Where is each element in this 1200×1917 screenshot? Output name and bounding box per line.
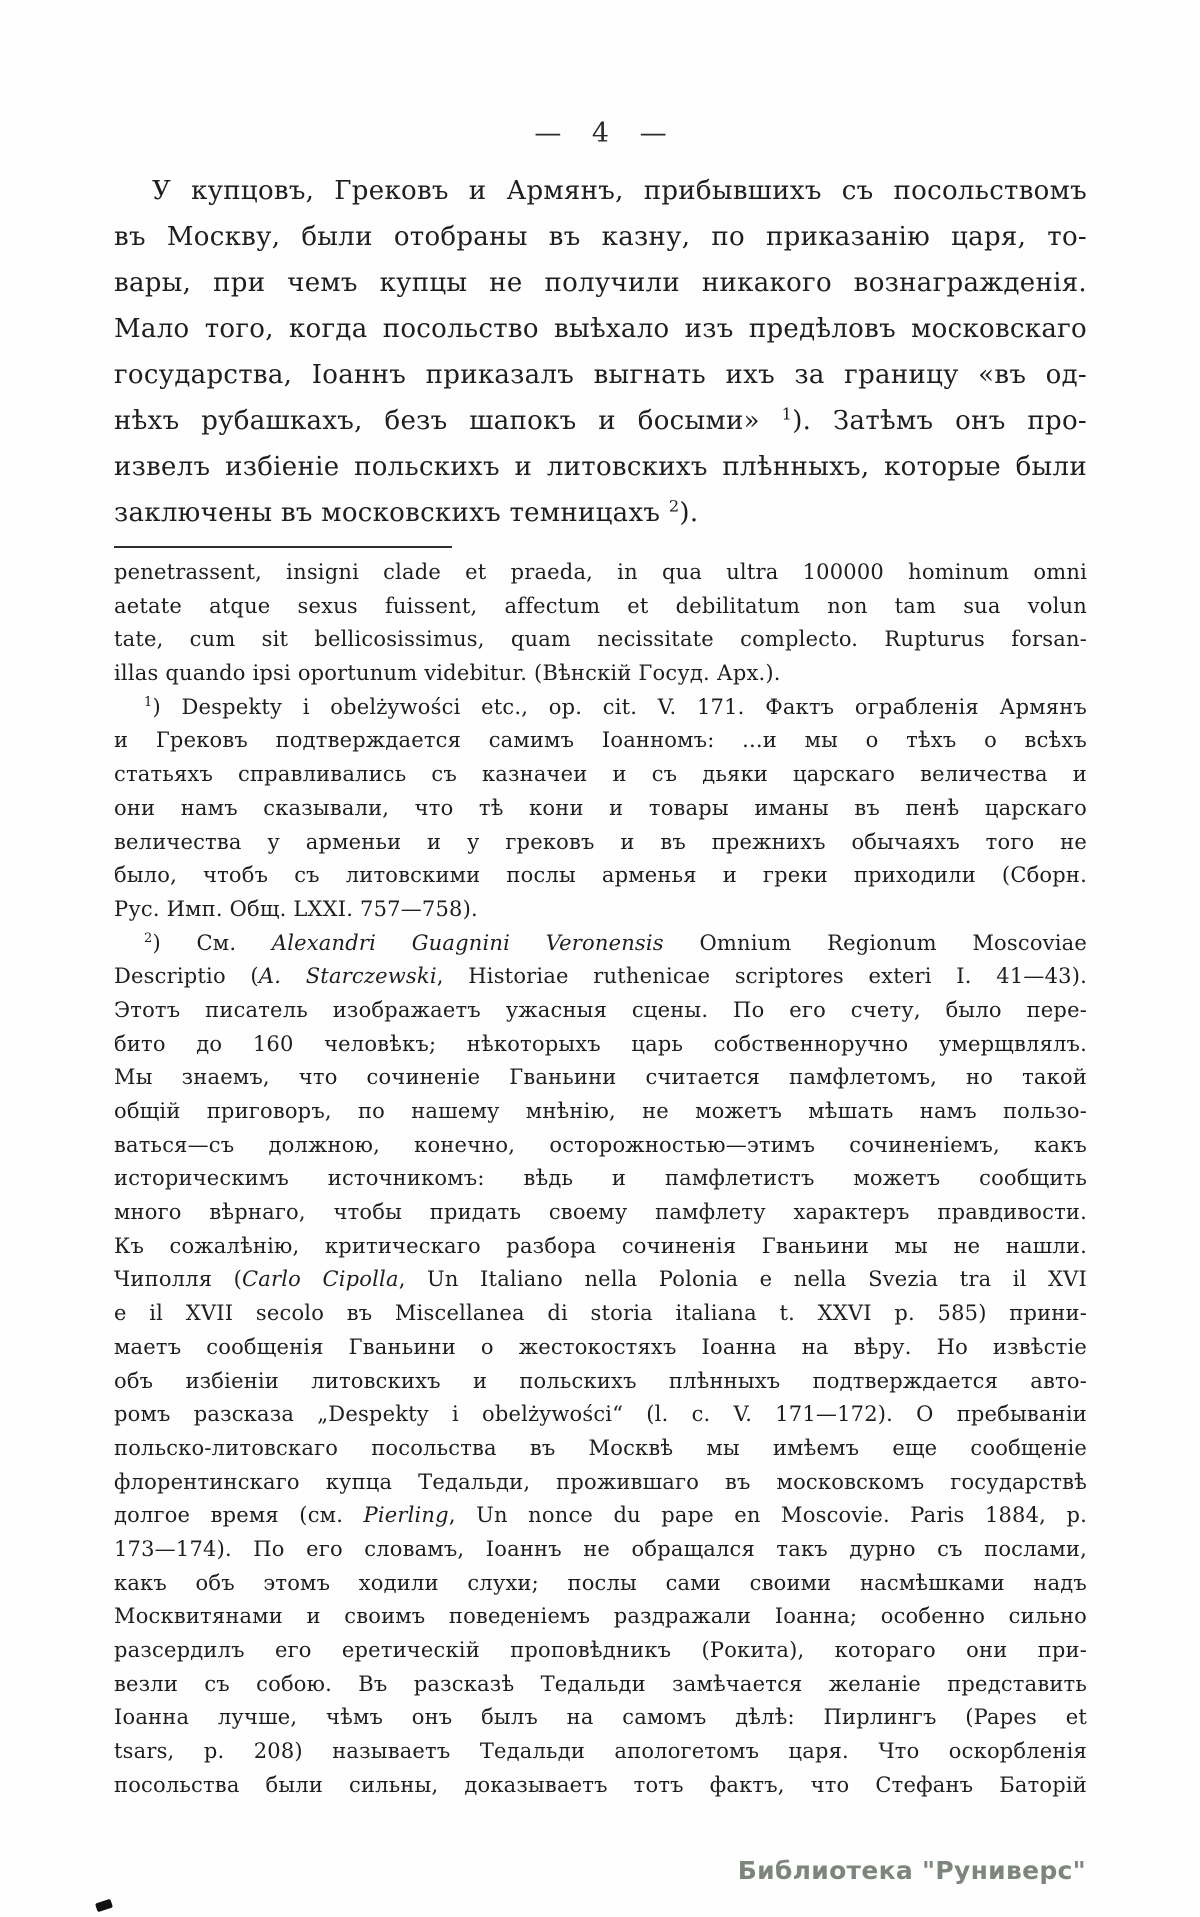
footnote-continuation — [114, 556, 1087, 691]
main-paragraph — [114, 168, 1087, 536]
text-line: много вѣрнаго, чтобы придать своему памфлету характеръ правдивости. — [114, 1200, 1087, 1225]
text-line: общій приговоръ, по нашему мнѣнію, не можетъ мѣшать намъ пользо- — [114, 1099, 1087, 1123]
text-line: извелъ избіеніе польскихъ и литовскихъ плѣнныхъ, которые были — [114, 452, 1087, 482]
text-line: Этотъ писатель изображаетъ ужасныя сцены. По его счету, было пере- — [114, 997, 1087, 1022]
text-line: tate, cum sit bellicosissimus, quam necissitate complecto. Rupturus forsan- — [114, 627, 1087, 652]
text-line: ромъ разсказа „Despekty i obelżywości“ (l. c. V. 171—172). О пребываніи — [114, 1402, 1087, 1427]
text-line: Мы знаемъ, что сочиненіе Гваньини считается памфлетомъ, но такой — [114, 1065, 1087, 1090]
text-line: разсердилъ его еретическій проповѣдникъ (Рокита), котораго они при- — [114, 1638, 1087, 1662]
page-number: — 4 — — [534, 118, 667, 149]
text-line: Къ сожалѣнію, критическаго разбора сочиненія Гваньини мы не нашли. — [114, 1233, 1087, 1258]
text-line: было, чтобъ съ литовскими послы арменья и греки приходили (Сборн. — [114, 863, 1087, 888]
text-line: 173—174). По его словамъ, Іоаннъ не обращался такъ дурно съ послами, — [114, 1536, 1087, 1561]
text-line: Чиполля (Carlo Cipolla, Un Italiano nella Polonia e nella Svezia tra il XVI — [114, 1267, 1087, 1292]
text-line: какъ объ этомъ ходили слухи; послы сами своими насмѣшками надъ — [114, 1570, 1087, 1595]
text-line: государства, Іоаннъ приказалъ выгнать ихъ за границу «въ од- — [114, 360, 1087, 390]
text-line: величества у арменьи и у грековъ и въ прежнихъ обычаяхъ того не — [114, 829, 1087, 854]
text-line: они намъ сказывали, что тѣ кони и товары иманы въ пенѣ царскаго — [114, 795, 1087, 820]
text-line: Москвитянами и своимъ поведеніемъ раздражали Іоанна; особенно сильно — [114, 1604, 1087, 1629]
scan-artifact-mark — [95, 1899, 113, 1913]
text-line: e il XVII secolo въ Miscellanea di storia italiana t. XXVI p. 585) прини- — [114, 1301, 1087, 1326]
text-line: въ Москву, были отобраны въ казну, по приказанію царя, то- — [114, 222, 1087, 252]
text-line: У купцовъ, Грековъ и Армянъ, прибывшихъ съ посольствомъ — [152, 176, 1087, 206]
text-line: нѣхъ рубашкахъ, безъ шапокъ и босыми» $^1$). Затѣмъ онъ про- — [114, 404, 1087, 436]
text-line: tsars, p. 208) называетъ Тедальди апологетомъ царя. Что оскорбленія — [114, 1739, 1087, 1764]
footnote-2 — [114, 927, 1087, 1803]
text-line: везли съ собою. Въ разсказѣ Тедальди замѣчается желаніе представить — [114, 1671, 1087, 1696]
text-line: $^1$) Despekty i obelżywości etc., op. cit. V. 171. Фактъ ограбленія Армянъ — [144, 694, 1087, 719]
library-watermark: Библиотека "Руниверс" — [737, 1856, 1086, 1885]
text-line: статьяхъ справливались съ казначеи и съ дьяки царскаго величества и — [114, 762, 1087, 787]
text-line: Рус. Имп. Общ. LXXI. 757—758). — [114, 896, 478, 921]
text-line: историческимъ источникомъ: вѣдь и памфлетистъ можетъ сообщить — [114, 1166, 1087, 1191]
text-line: illas quando ipsi oportunum videbitur. (Вѣнскій Госуд. Арх.). — [114, 661, 781, 686]
text-line: флорентинскаго купца Тедальди, прожившаго въ московскомъ государствѣ — [114, 1469, 1087, 1494]
text-line: aetate atque sexus fuissent, affectum et debilitatum non tam sua volun — [114, 593, 1087, 618]
text-line: заключены въ московскихъ темницахъ $^2$). — [114, 496, 699, 528]
text-line: $^2$) См. Alexandri Guagnini Veronensis Omnium Regionum Moscoviae — [144, 930, 1088, 955]
footnotes-block — [114, 556, 1087, 1802]
text-line: объ избіеніи литовскихъ и польскихъ плѣнныхъ подтверждается авто- — [114, 1368, 1087, 1393]
text-line: польско-литовскаго посольства въ Москвѣ мы имѣемъ еще сообщеніе — [114, 1435, 1087, 1460]
text-line: и Грековъ подтверждается самимъ Іоанномъ: ...и мы о тѣхъ о всѣхъ — [114, 728, 1087, 753]
text-line: penetrassent, insigni clade et praeda, in qua ultra 100000 hominum omni — [114, 560, 1087, 584]
footnote-1 — [114, 691, 1087, 927]
text-line: Descriptio (A. Starczewski, Historiae ruthenicae scriptores exteri I. 41—43). — [114, 964, 1087, 989]
text-line: бито до 160 человѣкъ; нѣкоторыхъ царь собственноручно умерщвлялъ. — [114, 1031, 1087, 1056]
text-line: маетъ сообщенія Гваньини о жестокостяхъ Іоанна на вѣру. Но извѣстіе — [114, 1334, 1087, 1359]
text-line: долгое время (см. Pierling, Un nonce du pape en Moscovie. Paris 1884, p. — [114, 1503, 1087, 1528]
text-line: посольства были сильны, доказываетъ тотъ фактъ, что Стефанъ Баторій — [114, 1772, 1087, 1797]
text-line: Мало того, когда посольство выѣхало изъ предѣловъ московскаго — [114, 314, 1087, 344]
text-line: Іоанна лучше, чѣмъ онъ былъ на самомъ дѣлѣ: Пирлингъ (Papes et — [114, 1705, 1087, 1730]
footnote-separator — [114, 546, 452, 548]
text-line: ваться—съ должною, конечно, осторожностью—этимъ сочиненіемъ, какъ — [114, 1132, 1087, 1157]
text-line: вары, при чемъ купцы не получили никакого вознагражденія. — [114, 268, 1087, 298]
